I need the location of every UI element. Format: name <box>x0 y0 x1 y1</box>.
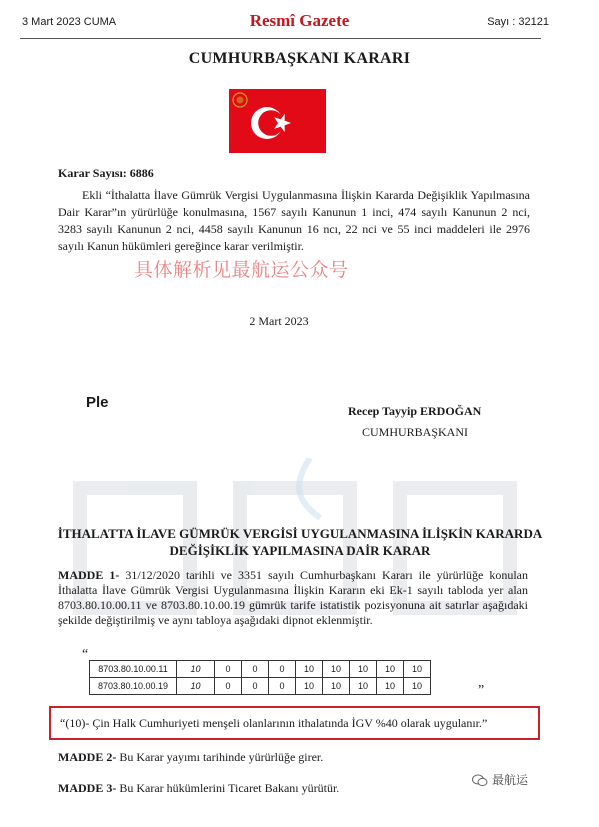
regulation-title-line: DEĞİŞİKLİK YAPILMASINA DAİR KARAR <box>169 543 431 558</box>
article-3-text: Bu Karar hükümlerini Ticaret Bakanı yürütür. <box>116 781 340 795</box>
table-close-quote: ” <box>478 683 485 698</box>
article-1-line: konulan İthalatta İlave Gümrük Vergisi Uygulanmasına İlişkin Kararın eki Ek-1 sayılı tabloda <box>58 568 529 597</box>
turkish-flag-icon <box>229 89 326 153</box>
article-1-line: aşağıdaki şekilde değiştirilmiş ve aynı tabloya aşağıdaki dipnot eklenmiştir. <box>58 598 528 627</box>
table-cell: 10 <box>296 661 323 678</box>
table-cell: 10 <box>323 678 350 695</box>
article-1-line: 31/12/2020 tarihli ve 3351 sayılı Cumhurbaşkanı Kararı ile yürürlüğe <box>119 568 484 582</box>
document-heading: CUMHURBAŞKANI KARARI <box>188 50 411 67</box>
table-row <box>90 678 431 695</box>
signer-title: CUMHURBAŞKANI <box>362 425 469 439</box>
decision-intro <box>58 187 530 255</box>
intro-line: Ekli “İthalatta İlave Gümrük Vergisi Uygulanmasına İlişkin Kararda Değişiklik <box>82 188 468 202</box>
gazette-date: 3 Mart 2023 CUMA <box>22 16 117 28</box>
article-2-label: MADDE 2- <box>58 750 117 764</box>
wechat-icon <box>472 774 488 787</box>
table-cell: 10 <box>323 661 350 678</box>
intro-line: Yapılmasına Dair Karar”ın yürürlüğe konulmasına, 1567 sayılı Kanunun 1 inci, 474 sayılı <box>58 188 530 219</box>
table-open-quote: “ <box>82 647 89 662</box>
table-cell: 10 <box>377 678 404 695</box>
article-3 <box>58 781 339 796</box>
table-cell: 0 <box>215 678 242 695</box>
table-row <box>90 661 431 678</box>
article-2-text: Bu Karar yayımı tarihinde yürürlüğe girer. <box>116 750 324 764</box>
chinese-watermark-text: 具体解析见最航运公众号 <box>134 260 349 281</box>
signer-name: Recep Tayyip ERDOĞAN <box>348 404 482 418</box>
footnote-text: “(10)- Çin Halk Cumhuriyeti menşeli olanlarının ithalatında İGV %40 olarak uygulanır.” <box>60 716 488 730</box>
table-cell: 10 <box>177 661 215 678</box>
article-2 <box>58 750 323 765</box>
tariff-code-cell: 8703.80.10.00.11 <box>90 661 177 678</box>
header-divider <box>20 38 541 39</box>
article-1 <box>58 568 528 628</box>
table-cell: 10 <box>377 661 404 678</box>
table-cell: 10 <box>177 678 215 695</box>
table-cell: 10 <box>296 678 323 695</box>
table-cell: 0 <box>242 678 269 695</box>
gazette-issue-number: Sayı : 32121 <box>487 16 549 28</box>
decision-number: Karar Sayısı: 6886 <box>58 166 154 180</box>
article-3-label: MADDE 3- <box>58 781 117 795</box>
regulation-title-line: İTHALATTA İLAVE GÜMRÜK VERGİSİ UYGULANMASINA İLİŞKİN KARARDA <box>57 526 543 541</box>
table-cell: 0 <box>242 661 269 678</box>
table-cell: 10 <box>404 661 431 678</box>
table-cell: 10 <box>404 678 431 695</box>
regulation-title <box>40 525 560 559</box>
table-cell: 10 <box>350 661 377 678</box>
article-1-line: yer alan 8703.80.10.00.11 ve 8703.80.10.00.19 gümrük tarife istatistik pozisyonuna ait satırlar <box>58 583 529 612</box>
intro-line: Kanunun 2 nci, 3283 sayılı Kanunun 2 nci, 4458 sayılı Kanunun 16 ncı, 22 nci ve 55 inci <box>58 205 530 236</box>
gazette-title: Resmî Gazete <box>249 11 350 30</box>
intro-line: maddeleri ile 2976 sayılı Kanun hükümleri gereğince karar verilmiştir. <box>58 222 530 253</box>
wechat-account-tag <box>472 771 528 788</box>
wechat-account-name: 最航运 <box>492 773 529 787</box>
tariff-code-cell: 8703.80.10.00.19 <box>90 678 177 695</box>
table-cell: 0 <box>269 661 296 678</box>
tariff-table <box>89 660 431 695</box>
ple-overlay-text: Ple <box>86 394 109 411</box>
table-cell: 10 <box>350 678 377 695</box>
article-1-label: MADDE 1- <box>58 568 120 582</box>
table-cell: 0 <box>215 661 242 678</box>
decision-date: 2 Mart 2023 <box>249 314 309 328</box>
table-cell: 0 <box>269 678 296 695</box>
